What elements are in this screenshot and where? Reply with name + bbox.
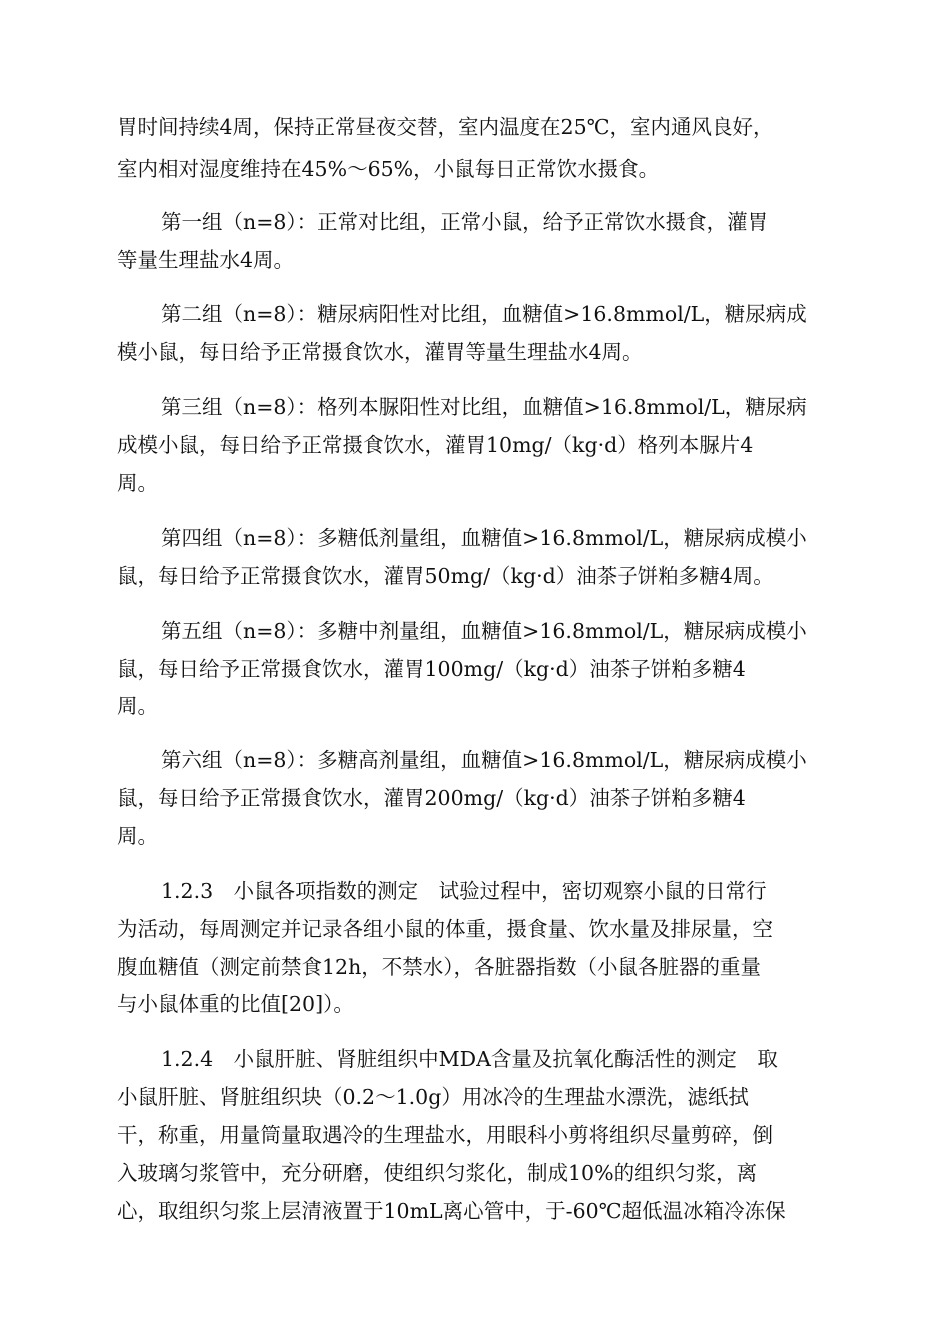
text-line: 周。 xyxy=(117,824,158,848)
text-line: 鼠，每日给予正常摄食饮水，灌胃100mg/（kg·d）油茶子饼粕多糖4 xyxy=(117,657,746,681)
text-line: 心，取组织匀浆上层清液置于10mL离心管中，于-60℃超低温冰箱冷冻保 xyxy=(117,1199,786,1223)
text-line: 周。 xyxy=(117,471,158,495)
text-line: 入玻璃匀浆管中，充分研磨，使组织匀浆化，制成10%的组织匀浆，离 xyxy=(117,1161,758,1185)
text-line: 第六组（n=8）：多糖高剂量组，血糖值>16.8mmol/L，糖尿病成模小 xyxy=(161,748,807,772)
text-line: 为活动，每周测定并记录各组小鼠的体重，摄食量、饮水量及排尿量，空 xyxy=(117,917,773,941)
text-line: 等量生理盐水4周。 xyxy=(117,248,295,272)
text-line: 干，称重，用量筒量取遇冷的生理盐水，用眼科小剪将组织尽量剪碎，倒 xyxy=(117,1123,773,1147)
text-line: 鼠，每日给予正常摄食饮水，灌胃200mg/（kg·d）油茶子饼粕多糖4 xyxy=(117,786,746,810)
text-line: 胃时间持续4周，保持正常昼夜交替，室内温度在25℃，室内通风良好， xyxy=(117,115,774,139)
text-line: 腹血糖值（测定前禁食12h，不禁水），各脏器指数（小鼠各脏器的重量 xyxy=(117,955,762,979)
text-line: 第二组（n=8）：糖尿病阳性对比组，血糖值>16.8mmol/L，糖尿病成 xyxy=(161,302,807,326)
text-line: 与小鼠体重的比值[20]）。 xyxy=(117,992,354,1016)
text-line: 小鼠肝脏、肾脏组织块（0.2～1.0g）用冰冷的生理盐水漂洗，滤纸拭 xyxy=(117,1085,749,1109)
text-line: 第一组（n=8）：正常对比组，正常小鼠，给予正常饮水摄食，灌胃 xyxy=(161,210,769,234)
text-line: 第五组（n=8）：多糖中剂量组，血糖值>16.8mmol/L，糖尿病成模小 xyxy=(161,619,807,643)
text-line: 1.2.3 小鼠各项指数的测定 试验过程中，密切观察小鼠的日常行 xyxy=(161,879,767,903)
text-line: 周。 xyxy=(117,694,158,718)
text-line: 鼠，每日给予正常摄食饮水，灌胃50mg/（kg·d）油茶子饼粕多糖4周。 xyxy=(117,564,774,588)
text-line: 室内相对湿度维持在45%～65%，小鼠每日正常饮水摄食。 xyxy=(117,157,660,181)
text-line: 成模小鼠，每日给予正常摄食饮水，灌胃10mg/（kg·d）格列本脲片4 xyxy=(117,433,754,457)
text-line: 1.2.4 小鼠肝脏、肾脏组织中MDA含量及抗氧化酶活性的测定 取 xyxy=(161,1047,778,1071)
text-line: 模小鼠，每日给予正常摄食饮水，灌胃等量生理盐水4周。 xyxy=(117,340,643,364)
text-line: 第三组（n=8）：格列本脲阳性对比组，血糖值>16.8mmol/L，糖尿病 xyxy=(161,395,807,419)
text-line: 第四组（n=8）：多糖低剂量组，血糖值>16.8mmol/L，糖尿病成模小 xyxy=(161,526,807,550)
